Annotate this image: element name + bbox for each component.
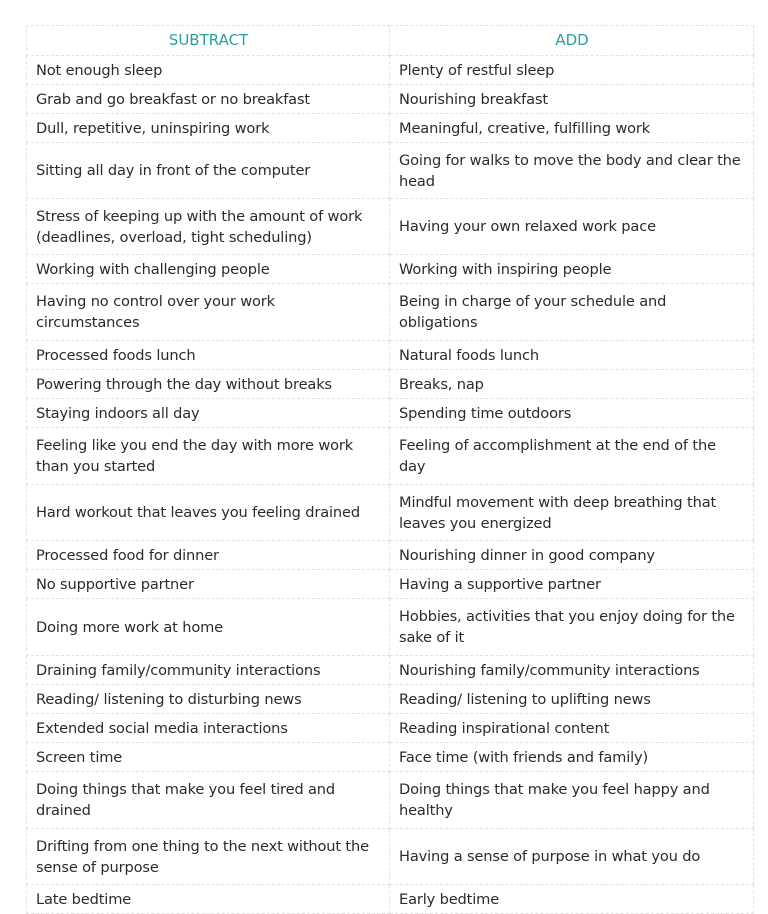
table-row bbox=[27, 541, 754, 570]
subtract-cell: Draining family/community interactions bbox=[27, 656, 390, 685]
subtract-add-table bbox=[26, 25, 754, 914]
table-row bbox=[27, 685, 754, 714]
add-cell: Being in charge of your schedule and obligations bbox=[390, 284, 754, 341]
table-row bbox=[27, 114, 754, 143]
table-row bbox=[27, 428, 754, 485]
add-cell: Going for walks to move the body and clear the head bbox=[390, 143, 754, 199]
add-cell: Having a sense of purpose in what you do bbox=[390, 829, 754, 885]
subtract-cell: Powering through the day without breaks bbox=[27, 370, 390, 399]
add-cell: Reading inspirational content bbox=[390, 714, 754, 743]
subtract-cell: Processed foods lunch bbox=[27, 341, 390, 370]
add-cell: Nourishing family/community interactions bbox=[390, 656, 754, 685]
table-row bbox=[27, 341, 754, 370]
subtract-cell: Dull, repetitive, uninspiring work bbox=[27, 114, 390, 143]
add-cell: Early bedtime bbox=[390, 885, 754, 914]
add-cell: Nourishing breakfast bbox=[390, 85, 754, 114]
subtract-cell: Staying indoors all day bbox=[27, 399, 390, 428]
subtract-cell: Hard workout that leaves you feeling drained bbox=[27, 485, 390, 541]
table-row bbox=[27, 143, 754, 199]
add-cell: Hobbies, activities that you enjoy doing for the sake of it bbox=[390, 599, 754, 656]
add-cell: Breaks, nap bbox=[390, 370, 754, 399]
subtract-cell: No supportive partner bbox=[27, 570, 390, 599]
add-cell: Having a supportive partner bbox=[390, 570, 754, 599]
table-header-row bbox=[27, 26, 754, 56]
table-row bbox=[27, 570, 754, 599]
table-row bbox=[27, 714, 754, 743]
table-row bbox=[27, 56, 754, 85]
add-cell: Face time (with friends and family) bbox=[390, 743, 754, 772]
header-subtract: SUBTRACT bbox=[27, 26, 390, 56]
table-row bbox=[27, 829, 754, 885]
add-cell: Working with inspiring people bbox=[390, 255, 754, 284]
subtract-cell: Feeling like you end the day with more work than you started bbox=[27, 428, 390, 485]
table-row bbox=[27, 399, 754, 428]
table-row bbox=[27, 772, 754, 829]
table-row bbox=[27, 255, 754, 284]
table-row bbox=[27, 199, 754, 255]
table-row bbox=[27, 885, 754, 914]
add-cell: Feeling of accomplishment at the end of the day bbox=[390, 428, 754, 485]
add-cell: Doing things that make you feel happy and healthy bbox=[390, 772, 754, 829]
add-cell: Having your own relaxed work pace bbox=[390, 199, 754, 255]
add-cell: Mindful movement with deep breathing that leaves you energized bbox=[390, 485, 754, 541]
subtract-cell: Sitting all day in front of the computer bbox=[27, 143, 390, 199]
subtract-cell: Doing more work at home bbox=[27, 599, 390, 656]
subtract-cell: Screen time bbox=[27, 743, 390, 772]
table-row bbox=[27, 370, 754, 399]
subtract-cell: Not enough sleep bbox=[27, 56, 390, 85]
subtract-cell: Reading/ listening to disturbing news bbox=[27, 685, 390, 714]
subtract-cell: Grab and go breakfast or no breakfast bbox=[27, 85, 390, 114]
table-row bbox=[27, 85, 754, 114]
subtract-cell: Drifting from one thing to the next without the sense of purpose bbox=[27, 829, 390, 885]
subtract-cell: Doing things that make you feel tired and drained bbox=[27, 772, 390, 829]
table-row bbox=[27, 284, 754, 341]
subtract-cell: Extended social media interactions bbox=[27, 714, 390, 743]
subtract-cell: Stress of keeping up with the amount of work (deadlines, overload, tight scheduling) bbox=[27, 199, 390, 255]
table-row bbox=[27, 743, 754, 772]
add-cell: Meaningful, creative, fulfilling work bbox=[390, 114, 754, 143]
table-row bbox=[27, 599, 754, 656]
subtract-cell: Working with challenging people bbox=[27, 255, 390, 284]
header-add: ADD bbox=[390, 26, 754, 56]
add-cell: Reading/ listening to uplifting news bbox=[390, 685, 754, 714]
add-cell: Plenty of restful sleep bbox=[390, 56, 754, 85]
table-row bbox=[27, 656, 754, 685]
subtract-cell: Having no control over your work circumstances bbox=[27, 284, 390, 341]
add-cell: Nourishing dinner in good company bbox=[390, 541, 754, 570]
table-row bbox=[27, 485, 754, 541]
add-cell: Spending time outdoors bbox=[390, 399, 754, 428]
subtract-cell: Late bedtime bbox=[27, 885, 390, 914]
add-cell: Natural foods lunch bbox=[390, 341, 754, 370]
subtract-cell: Processed food for dinner bbox=[27, 541, 390, 570]
